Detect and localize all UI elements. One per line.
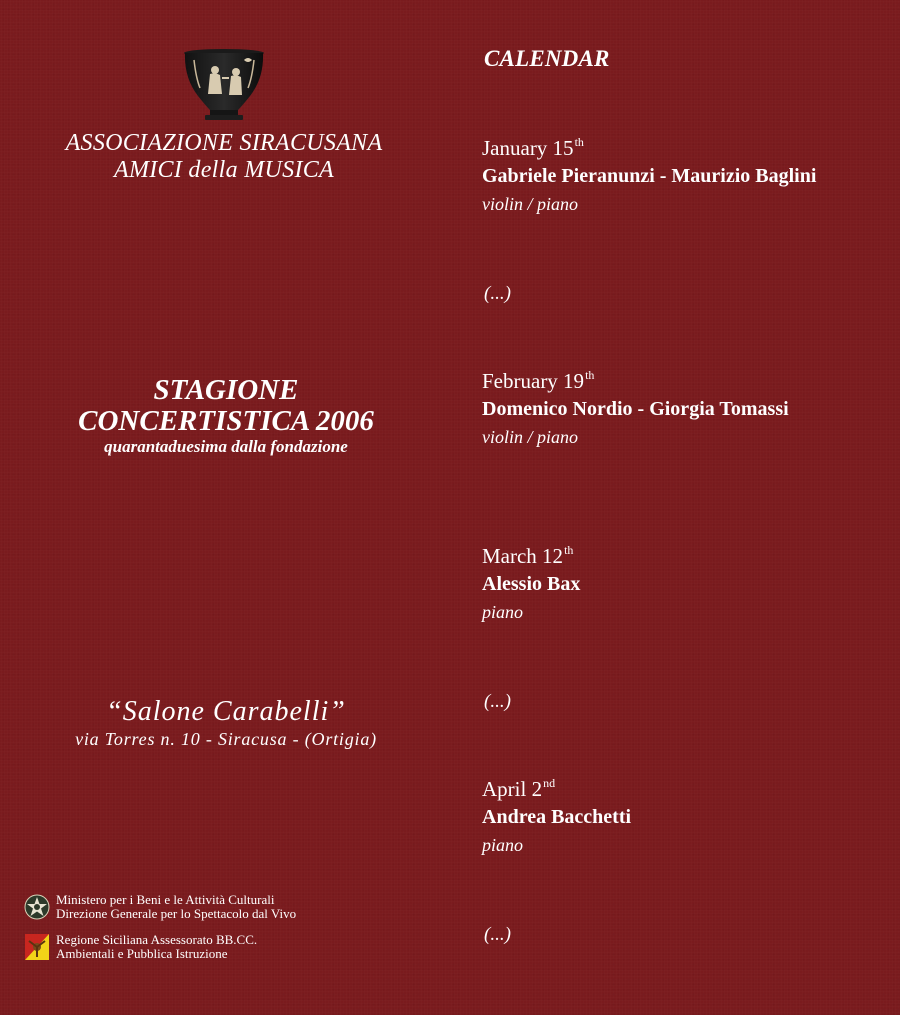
sponsor2-line1: Regione Siciliana Assessorato BB.CC.	[56, 932, 258, 947]
italian-republic-emblem-icon	[24, 893, 50, 921]
date-suffix: nd	[543, 776, 556, 790]
sponsor-ministry	[24, 893, 296, 921]
season-title	[0, 375, 452, 457]
season-line1: STAGIONE	[153, 374, 299, 406]
association-line2: AMICI della MUSICA	[113, 157, 335, 183]
association-line1: ASSOCIAZIONE SIRACUSANA	[65, 130, 383, 156]
ellipsis-1: (...)	[484, 283, 511, 304]
event-4	[482, 777, 900, 858]
event-3	[482, 544, 900, 625]
sponsor-region	[24, 933, 257, 961]
event-instruments: piano	[482, 835, 524, 855]
event-date: January 15th	[482, 135, 584, 160]
sponsor2-line2: Ambientali e Pubblica Istruzione	[56, 946, 228, 961]
event-instruments: violin / piano	[482, 427, 578, 447]
date-suffix: th	[574, 135, 584, 149]
event-instruments: violin / piano	[482, 194, 578, 214]
season-line2: CONCERTISTICA 2006	[78, 405, 374, 437]
event-1	[482, 136, 900, 217]
ellipsis-3: (...)	[484, 924, 511, 945]
greek-vase-icon	[180, 48, 268, 122]
sponsor1-line2: Direzione Generale per lo Spettacolo dal Vivo	[56, 906, 297, 921]
sponsor1-line1: Ministero per i Beni e le Attività Culturali	[56, 892, 275, 907]
date-suffix: th	[564, 543, 574, 557]
event-date: February 19th	[482, 368, 595, 393]
sicily-trinacria-icon	[24, 933, 50, 961]
association-name	[0, 130, 448, 184]
event-performers: Gabriele Pieranunzi - Maurizio Baglini	[482, 165, 817, 187]
event-date: March 12th	[482, 543, 574, 568]
calendar-title: CALENDAR	[484, 46, 610, 71]
event-date: April 2nd	[482, 776, 556, 801]
date-suffix: th	[585, 368, 595, 382]
calendar-panel	[482, 0, 900, 1015]
event-performers: Domenico Nordio - Giorgia Tomassi	[482, 398, 789, 420]
event-performers: Alessio Bax	[482, 573, 581, 595]
event-instruments: piano	[482, 602, 524, 622]
venue-address: via Torres n. 10 - Siracusa - (Ortigia)	[75, 729, 377, 749]
ellipsis-2: (...)	[484, 691, 511, 712]
season-subtitle: quarantaduesima dalla fondazione	[104, 437, 348, 456]
event-2	[482, 369, 900, 450]
venue-name: “Salone Carabelli”	[106, 696, 346, 727]
venue	[0, 696, 452, 750]
event-performers: Andrea Bacchetti	[482, 806, 632, 828]
